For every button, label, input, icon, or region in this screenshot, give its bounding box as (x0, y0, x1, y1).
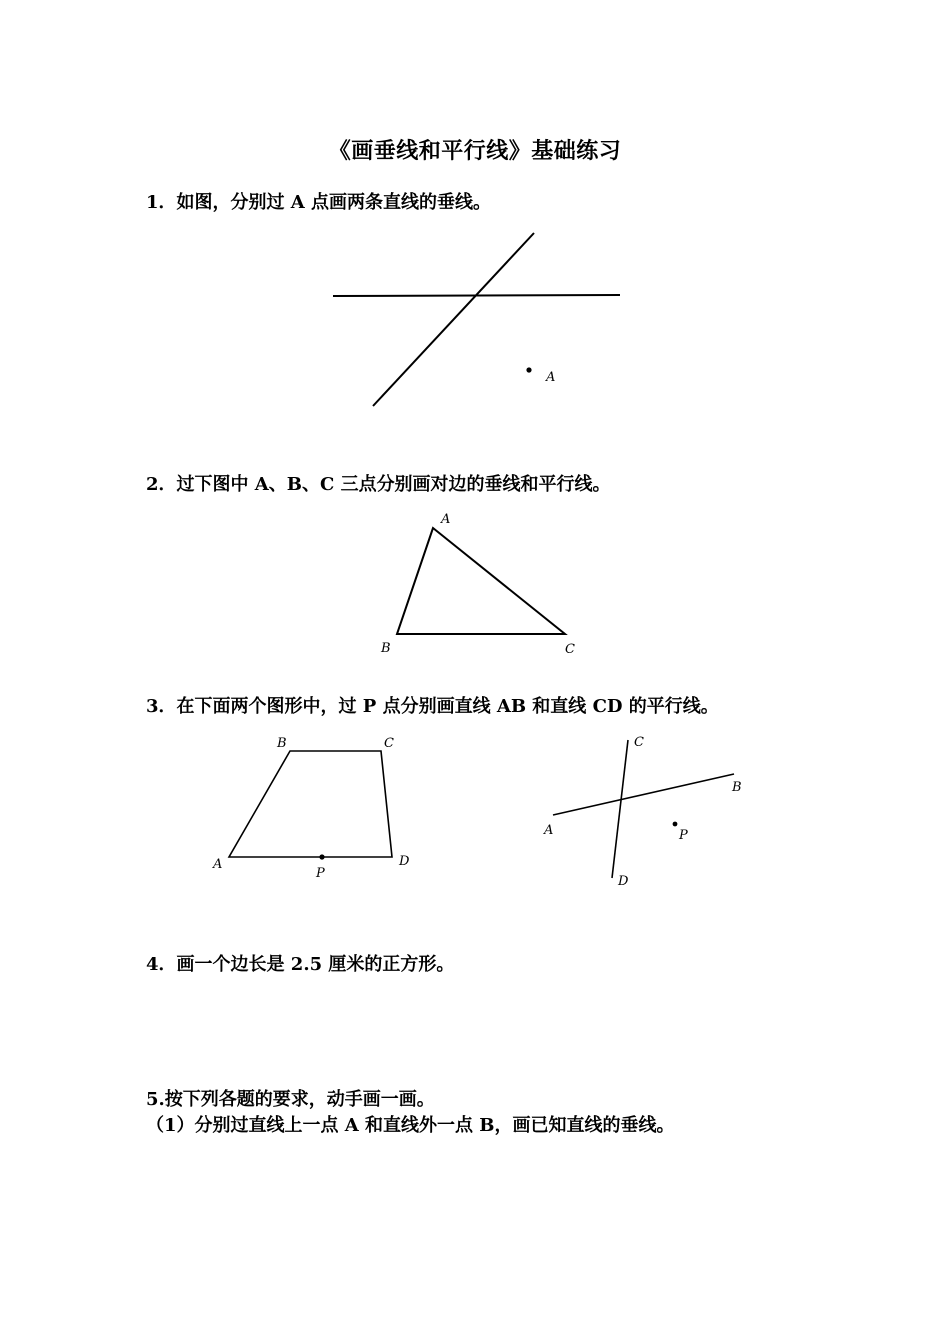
question-2: 2．过下图中 A、B、C 三点分别画对边的垂线和平行线。 (146, 474, 611, 495)
label-b: B (732, 780, 742, 795)
label-p: P (679, 828, 688, 843)
line-ab (553, 774, 734, 815)
line-cd (612, 740, 628, 878)
label-a: A (213, 857, 223, 872)
label-c: C (384, 736, 394, 751)
point-p (673, 822, 678, 827)
label-a: A (546, 370, 556, 385)
label-p: P (316, 866, 325, 881)
label-a: A (441, 512, 451, 527)
question-4: 4．画一个边长是 2.5 厘米的正方形。 (146, 954, 455, 975)
label-b: B (277, 736, 287, 751)
label-b: B (381, 641, 391, 656)
question-5-1: （1）分别过直线上一点 A 和直线外一点 B，画已知直线的垂线。 (146, 1115, 675, 1136)
question-1: 1．如图，分别过 A 点画两条直线的垂线。 (146, 192, 492, 213)
page-title: 《画垂线和平行线》基础练习 (328, 138, 622, 164)
question-5: 5.按下列各题的要求，动手画一画。 (146, 1089, 435, 1110)
question-3: 3．在下面两个图形中，过 P 点分别画直线 AB 和直线 CD 的平行线。 (146, 696, 719, 717)
label-c: C (565, 642, 575, 657)
label-a: A (544, 823, 554, 838)
label-c: C (634, 735, 644, 750)
label-d: D (399, 854, 410, 869)
label-d: D (618, 874, 629, 889)
